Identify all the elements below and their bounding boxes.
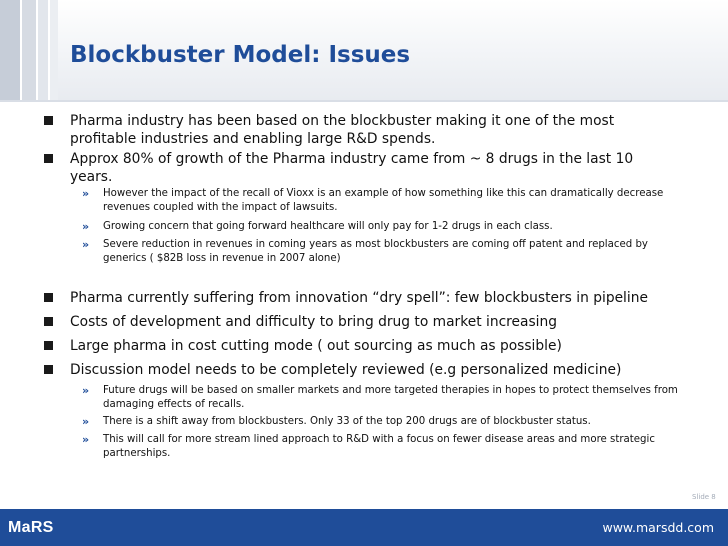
sub-bullet-text: Future drugs will be based on smaller markets and more targeted therapies in hopes to protect themselves from damaging effects of recalls.	[103, 385, 678, 410]
double-arrow-icon: »	[82, 433, 90, 446]
decorative-stripe	[22, 0, 36, 100]
square-bullet-icon	[44, 116, 53, 125]
square-bullet-icon	[44, 293, 53, 302]
bullet-text: Large pharma in cost cutting mode ( out sourcing as much as possible)	[70, 338, 562, 354]
slide-title: Blockbuster Model: Issues	[70, 42, 411, 68]
sub-bullet-text: Severe reduction in revenues in coming years as most blockbusters are coming off patent and replaced by generics ( $82B loss in revenue in 2007 alone)	[103, 239, 648, 264]
footer-bar	[0, 509, 728, 546]
square-bullet-icon	[44, 317, 53, 326]
square-bullet-icon	[44, 154, 53, 163]
double-arrow-icon: »	[82, 384, 90, 397]
slide-number: Slide 8	[692, 493, 716, 501]
bullet-text: Discussion model needs to be completely reviewed (e.g personalized medicine)	[70, 362, 622, 378]
square-bullet-icon	[44, 365, 53, 374]
bullet-text: Approx 80% of growth of the Pharma industry came from ~ 8 drugs in the last 10 years.	[70, 151, 634, 185]
sub-bullet-text: However the impact of the recall of Vioxx is an example of how something like this can dramatically decrease revenues coupled with the impact of lawsuits.	[103, 188, 664, 213]
double-arrow-icon: »	[82, 238, 90, 251]
footer-url: www.marsdd.com	[602, 520, 714, 535]
sub-bullet-text: There is a shift away from blockbusters. Only 33 of the top 200 drugs are of blockbuster status.	[103, 416, 591, 427]
decorative-stripe	[50, 0, 58, 100]
bullet-text: Pharma industry has been based on the blockbuster making it one of the most profitable industries and enabling large R&D spends.	[70, 113, 615, 147]
decorative-stripe	[38, 0, 48, 100]
mars-logo: MaRS	[8, 519, 54, 536]
bullet-text: Pharma currently suffering from innovation “dry spell”: few blockbusters in pipeline	[70, 290, 648, 306]
decorative-stripe	[0, 0, 20, 100]
square-bullet-icon	[44, 341, 53, 350]
header-divider	[0, 100, 728, 102]
sub-bullet-text: Growing concern that going forward healthcare will only pay for 1-2 drugs in each class.	[103, 221, 553, 232]
double-arrow-icon: »	[82, 187, 90, 200]
bullet-text: Costs of development and difficulty to bring drug to market increasing	[70, 314, 558, 330]
sub-bullet-text: This will call for more stream lined approach to R&D with a focus on fewer disease areas and more strategic partnerships.	[103, 434, 655, 459]
double-arrow-icon: »	[82, 220, 90, 233]
double-arrow-icon: »	[82, 415, 90, 428]
